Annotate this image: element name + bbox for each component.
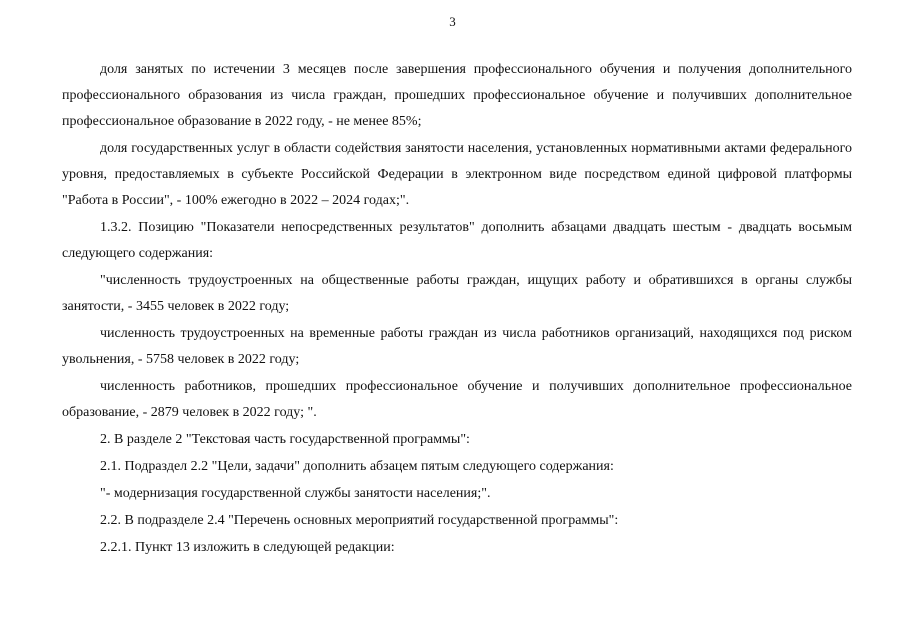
paragraph-vocational-training: численность работников, прошедших профессиональное обучение и получивших дополнительное профессиональное образование, - 2879 человек в 2022 году; ". xyxy=(62,379,852,420)
paragraph-section-2: 2. В разделе 2 "Текстовая часть государственной программы": xyxy=(100,432,470,447)
document-body xyxy=(62,57,852,562)
paragraph-item-2-2-1: 2.2.1. Пункт 13 изложить в следующей редакции: xyxy=(100,540,395,555)
paragraph-temporary-works: численность трудоустроенных на временные работы граждан из числа работников организаций, находящихся под риском увольнения, - 5758 человек в 2022 году; xyxy=(62,326,852,367)
paragraph-employment-share: доля занятых по истечении 3 месяцев после завершения профессионального обучения и получения дополнительного профессионального образования из числа граждан, прошедших профессиональное обучение и получивших дополнительное профессиональное образование в 2022 году, - не менее 85%; xyxy=(62,62,852,129)
paragraph-item-2-1: 2.1. Подраздел 2.2 "Цели, задачи" дополнить абзацем пятым следующего содержания: xyxy=(100,459,614,474)
paragraph-item-1-3-2: 1.3.2. Позицию "Показатели непосредственных результатов" дополнить абзацами двадцать шестым - двадцать восьмым следующего содержания: xyxy=(62,220,852,261)
paragraph-item-2-2: 2.2. В подразделе 2.4 "Перечень основных мероприятий государственной программы": xyxy=(100,513,619,528)
page-number: 3 xyxy=(449,14,456,29)
paragraph-public-works: "численность трудоустроенных на общественные работы граждан, ищущих работу и обратившихся в органы службы занятости, - 3455 человек в 2022 году; xyxy=(62,273,852,314)
paragraph-electronic-services-share: доля государственных услуг в области содействия занятости населения, установленных нормативными актами федерального уровня, предоставляемых в субъекте Российской Федерации в электронном виде посредством единой цифровой платформы "Работа в России", - 100% ежегодно в 2022 – 2024 годах;". xyxy=(62,141,852,208)
paragraph-modernization: "- модернизация государственной службы занятости населения;". xyxy=(100,486,491,501)
